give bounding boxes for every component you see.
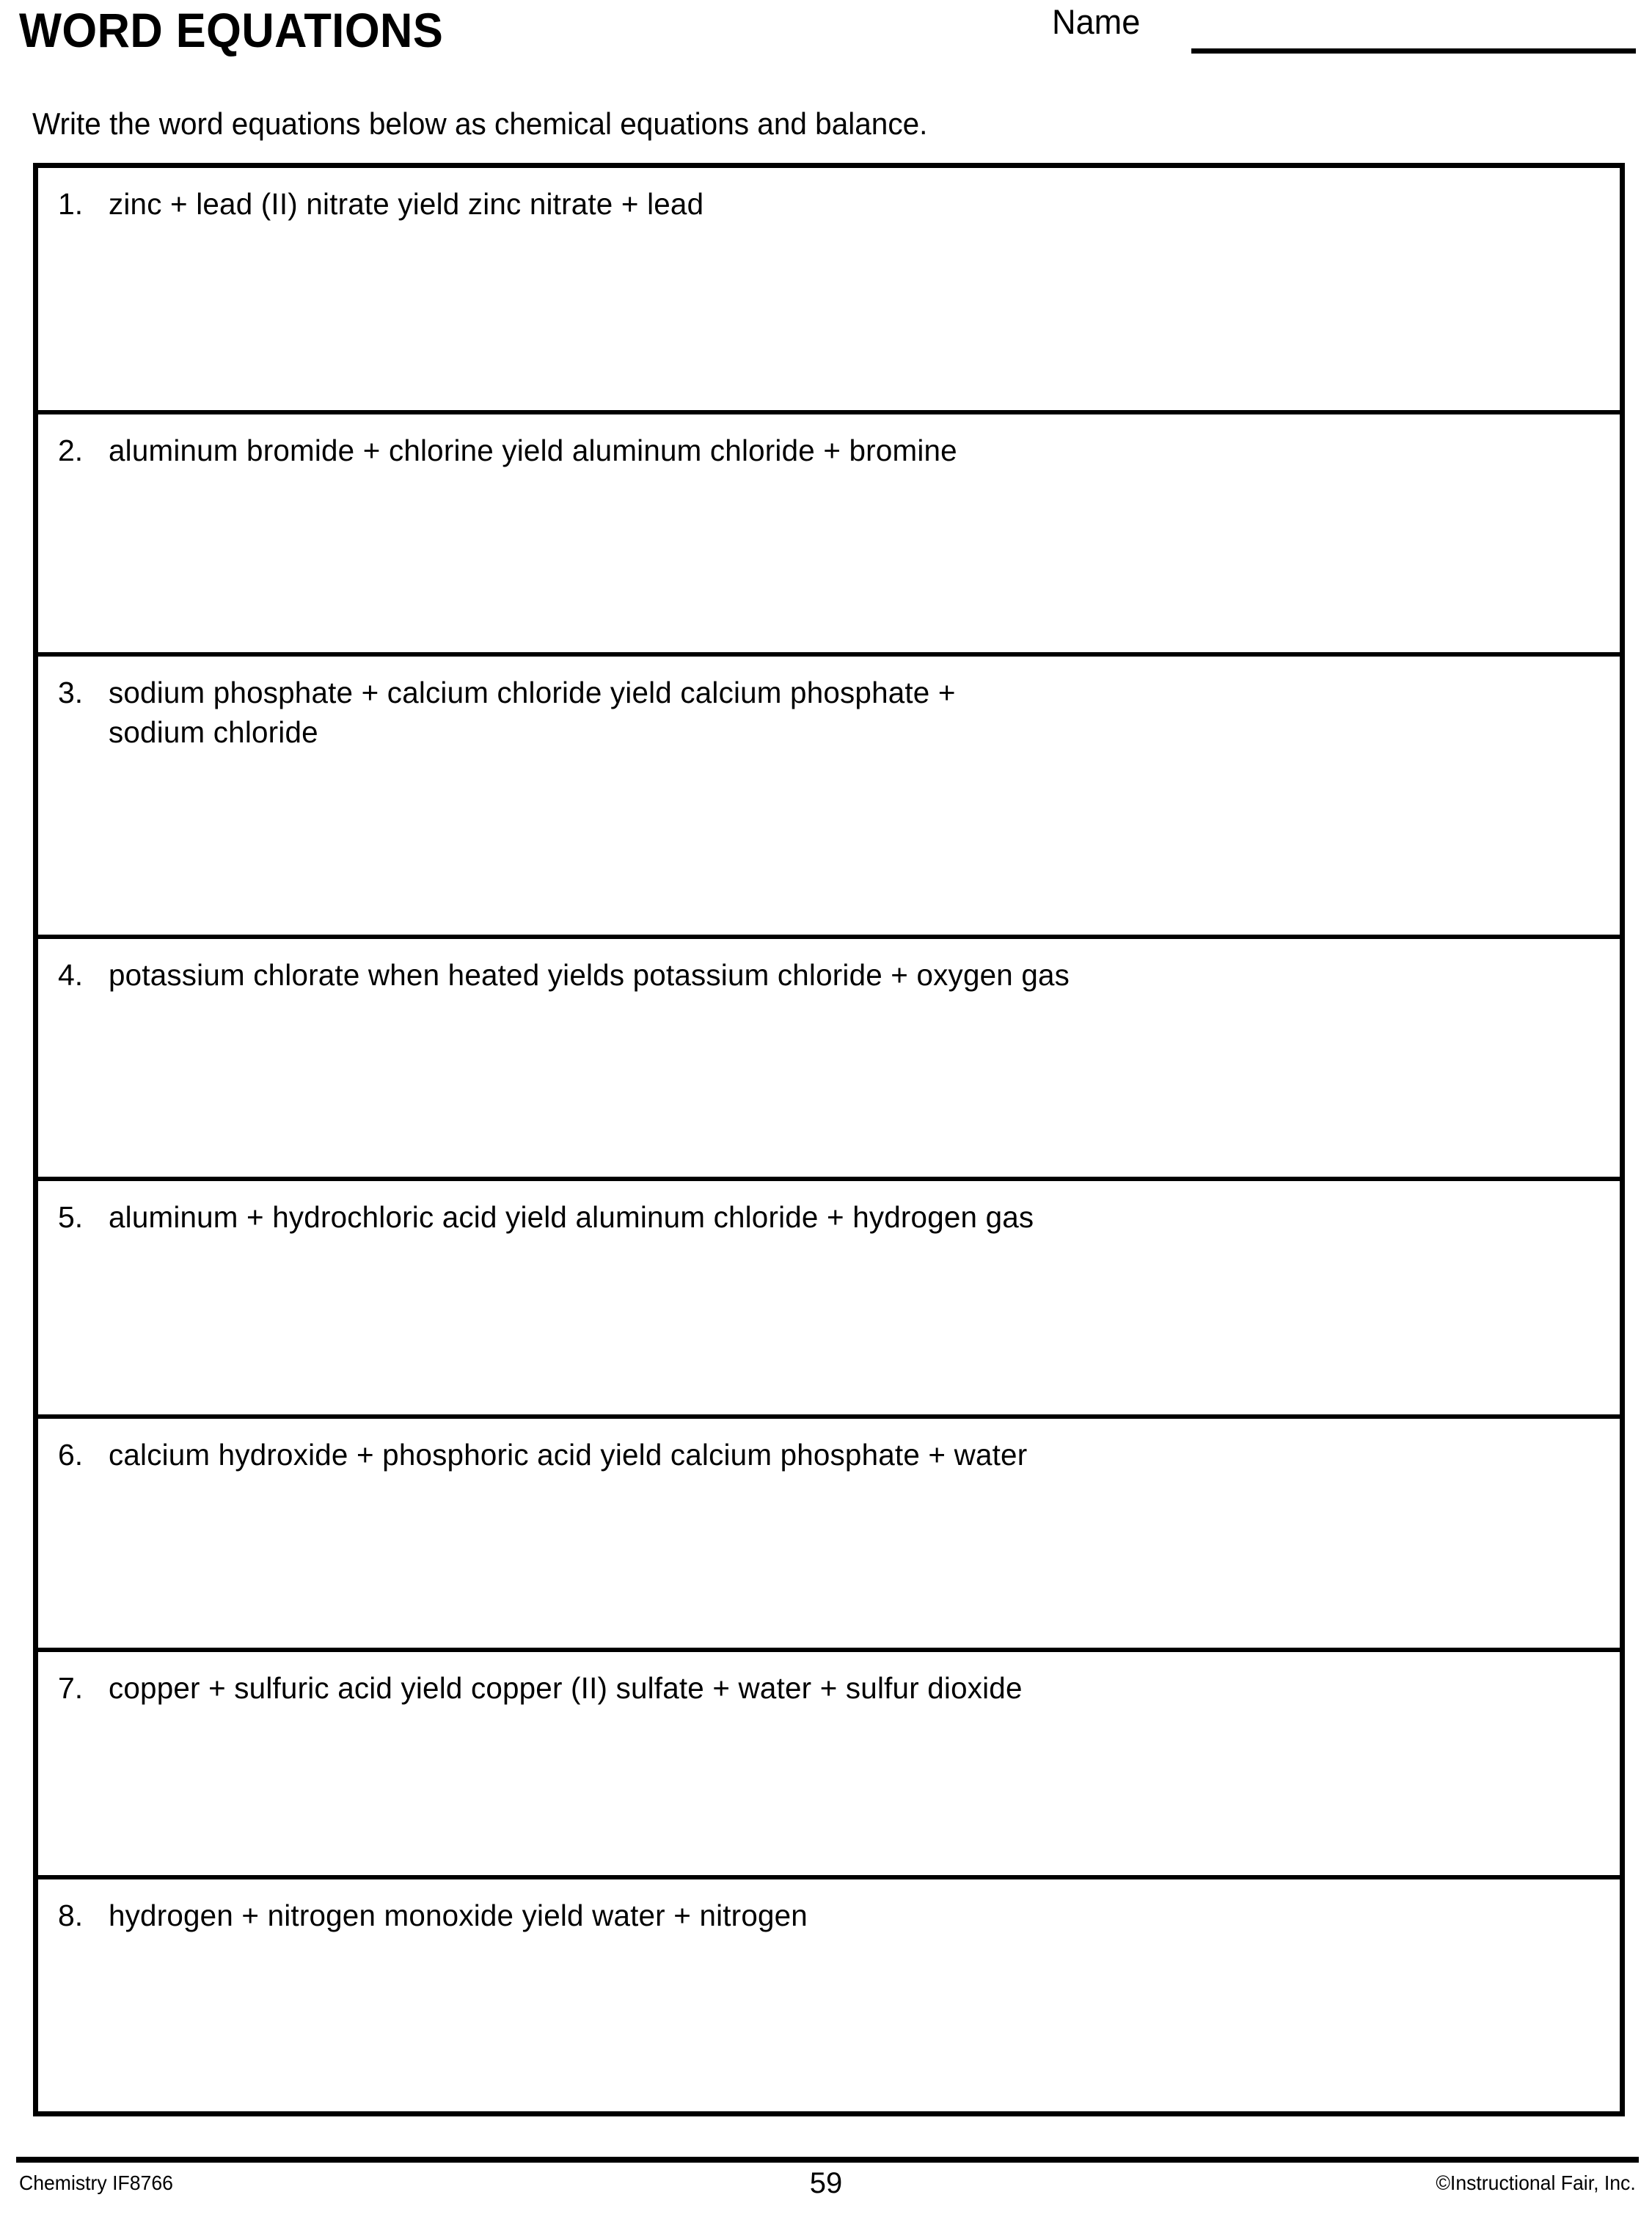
question-line: sodium chloride (109, 715, 318, 750)
question-number: 1. (58, 187, 84, 221)
question-line: zinc + lead (II) nitrate yield zinc nitrate + lead (109, 187, 704, 221)
question-number: 5. (58, 1200, 84, 1234)
question-line: hydrogen + nitrogen monoxide yield water + nitrogen (109, 1899, 808, 1932)
question-row-2 (38, 414, 1620, 657)
question-row-5 (38, 1181, 1620, 1419)
question-line: copper + sulfuric acid yield copper (II) sulfate + water + sulfur dioxide (109, 1671, 1023, 1705)
instruction-text: Write the word equations below as chemical equations and balance. (32, 106, 928, 141)
question-line: sodium phosphate + calcium chloride yield calcium phosphate + (109, 676, 956, 709)
name-label: Name (1052, 2, 1141, 41)
question-number: 8. (58, 1899, 84, 1932)
question-number: 6. (58, 1438, 84, 1472)
question-row-8 (38, 1879, 1620, 2111)
question-line: potassium chlorate when heated yields potassium chloride + oxygen gas (109, 958, 1070, 992)
question-number: 7. (58, 1671, 84, 1705)
question-text (109, 1668, 1568, 1708)
question-line: aluminum + hydrochloric acid yield aluminum chloride + hydrogen gas (109, 1200, 1034, 1234)
question-text (109, 1896, 1568, 1935)
question-row-7 (38, 1652, 1620, 1879)
question-row-6 (38, 1419, 1620, 1652)
question-text (109, 1435, 1568, 1475)
question-text (109, 673, 1568, 752)
page-header (0, 0, 1652, 154)
footer-book-code: Chemistry IF8766 (19, 2171, 173, 2194)
question-text (109, 955, 1568, 995)
question-text (109, 184, 1568, 224)
question-text (109, 431, 1568, 470)
question-number: 2. (58, 434, 84, 467)
footer-copyright: ©Instructional Fair, Inc. (1436, 2171, 1636, 2194)
questions-table (33, 163, 1625, 2116)
question-row-3 (38, 657, 1620, 939)
page-title: WORD EQUATIONS (19, 3, 444, 57)
question-line: aluminum bromide + chlorine yield aluminum chloride + bromine (109, 434, 957, 467)
question-number: 4. (58, 958, 84, 992)
footer-divider (16, 2157, 1639, 2163)
question-row-1 (38, 168, 1620, 414)
question-text (109, 1197, 1568, 1237)
question-number: 3. (58, 676, 84, 709)
page-number: 59 (809, 2167, 843, 2199)
page-footer (0, 2133, 1652, 2214)
question-row-4 (38, 939, 1620, 1181)
name-field-group (1052, 4, 1639, 63)
question-line: calcium hydroxide + phosphoric acid yield calcium phosphate + water (109, 1438, 1028, 1472)
name-input-line[interactable] (1191, 48, 1636, 54)
